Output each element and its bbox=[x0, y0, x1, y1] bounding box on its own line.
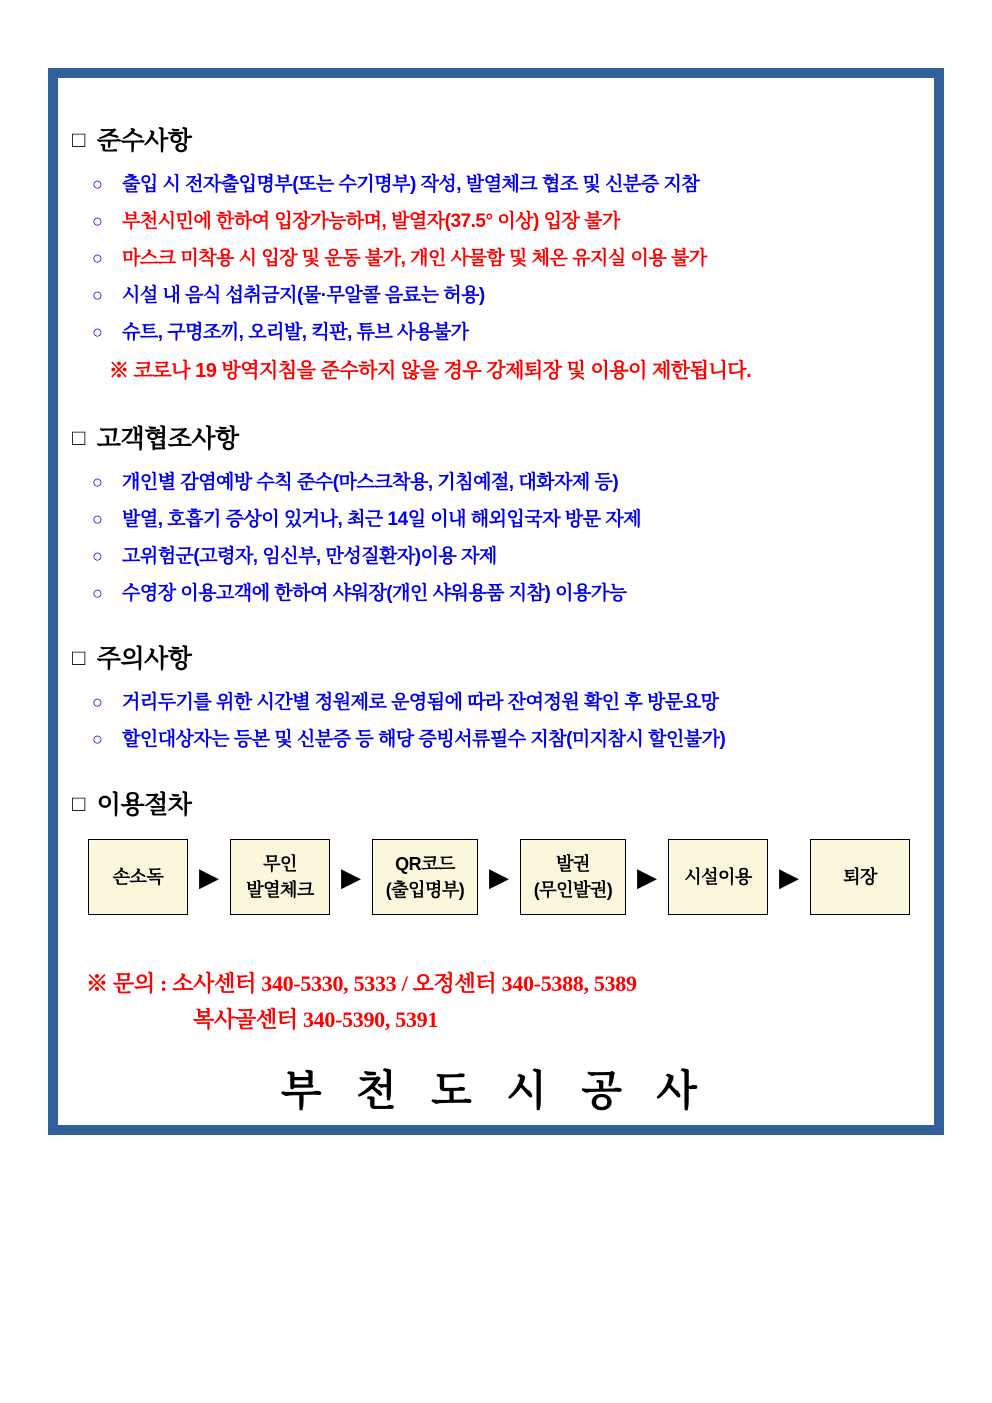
bullet-text: 시설 내 음식 섭취금지(물·무알콜 음료는 허용) bbox=[122, 285, 485, 306]
bullet-item bbox=[72, 721, 918, 758]
arrow-right-icon: ▶ bbox=[779, 862, 799, 892]
procedure-flowchart bbox=[72, 832, 918, 922]
circle-bullet-icon: ○ bbox=[92, 211, 103, 231]
flow-step-temp-check bbox=[230, 839, 330, 915]
section-heading-procedure bbox=[72, 788, 918, 822]
flow-step-label: 손소독 bbox=[112, 867, 164, 887]
flow-step-label: (출입명부) bbox=[385, 880, 465, 900]
circle-bullet-icon: ○ bbox=[92, 322, 103, 342]
flow-step-label: 시설이용 bbox=[684, 867, 752, 887]
bullet-list bbox=[72, 684, 918, 758]
bullet-text: 거리두기를 위한 시간별 정원제로 운영됨에 따라 잔여정원 확인 후 방문요망 bbox=[122, 692, 719, 713]
bullet-text: 출입 시 전자출입명부(또는 수기명부) 작성, 발열체크 협조 및 신분증 지참 bbox=[122, 174, 700, 195]
square-bullet-icon: □ bbox=[72, 791, 85, 816]
section-cooperation bbox=[72, 422, 918, 612]
circle-bullet-icon: ○ bbox=[92, 509, 103, 529]
bullet-text: 고위험군(고령자, 임신부, 만성질환자)이용 자제 bbox=[122, 546, 497, 567]
circle-bullet-icon: ○ bbox=[92, 729, 103, 749]
warning-note: ※ 코로나 19 방역지침을 준수하지 않을 경우 강제퇴장 및 이용이 제한됩니다. bbox=[109, 360, 752, 382]
circle-bullet-icon: ○ bbox=[92, 546, 103, 566]
square-bullet-icon: □ bbox=[72, 127, 85, 152]
square-bullet-icon: □ bbox=[72, 645, 85, 670]
flow-step-label: 발권 bbox=[556, 854, 590, 874]
bullet-item bbox=[72, 277, 918, 314]
section-heading-compliance bbox=[72, 124, 918, 158]
bullet-text: 발열, 호흡기 증상이 있거나, 최근 14일 이내 해외입국자 방문 자제 bbox=[122, 509, 642, 530]
flow-step-label: 발열체크 bbox=[246, 880, 314, 900]
bullet-list bbox=[72, 464, 918, 612]
section-caution bbox=[72, 642, 918, 758]
contact-info bbox=[72, 966, 918, 1038]
flow-step-label: 퇴장 bbox=[843, 867, 877, 887]
arrow-right-icon: ▶ bbox=[341, 862, 361, 892]
section-procedure bbox=[72, 788, 918, 922]
bullet-text: 마스크 미착용 시 입장 및 운동 불가, 개인 사물함 및 체온 유지실 이용 불가 bbox=[122, 248, 707, 269]
bullet-item bbox=[72, 575, 918, 612]
bullet-item bbox=[72, 314, 918, 351]
flow-step-hand-sanitize bbox=[88, 839, 188, 915]
heading-text: 고객협조사항 bbox=[96, 425, 239, 453]
heading-text: 이용절차 bbox=[96, 791, 192, 819]
bullet-text: 할인대상자는 등본 및 신분증 등 해당 증빙서류필수 지참(미지참시 할인불가) bbox=[122, 729, 726, 750]
bullet-list bbox=[72, 166, 918, 351]
arrow-right-icon: ▶ bbox=[637, 862, 657, 892]
bullet-item bbox=[72, 166, 918, 203]
section-heading-caution bbox=[72, 642, 918, 676]
heading-text: 주의사항 bbox=[96, 645, 192, 673]
circle-bullet-icon: ○ bbox=[92, 472, 103, 492]
arrow-right-icon: ▶ bbox=[199, 862, 219, 892]
circle-bullet-icon: ○ bbox=[92, 248, 103, 268]
square-bullet-icon: □ bbox=[72, 425, 85, 450]
flow-step-label: QR코드 bbox=[395, 854, 455, 874]
section-compliance bbox=[72, 124, 918, 390]
flow-step-exit bbox=[810, 839, 910, 915]
circle-bullet-icon: ○ bbox=[92, 174, 103, 194]
flow-step-ticketing bbox=[520, 839, 626, 915]
heading-text: 준수사항 bbox=[96, 127, 192, 155]
circle-bullet-icon: ○ bbox=[92, 692, 103, 712]
contact-line-2: 복사골센터 340-5390, 5391 bbox=[193, 1007, 439, 1032]
arrow-right-icon: ▶ bbox=[489, 862, 509, 892]
bullet-item bbox=[72, 464, 918, 501]
bullet-item bbox=[72, 501, 918, 538]
circle-bullet-icon: ○ bbox=[92, 583, 103, 603]
flow-step-label: (무인발권) bbox=[533, 880, 613, 900]
contact-line-1: ※ 문의 : 소사센터 340-5330, 5333 / 오정센터 340-5388, 5389 bbox=[86, 971, 637, 996]
bullet-item bbox=[72, 684, 918, 721]
bullet-item bbox=[72, 240, 918, 277]
bullet-text: 부천시민에 한하여 입장가능하며, 발열자(37.5° 이상) 입장 불가 bbox=[122, 211, 620, 232]
notice-frame bbox=[48, 68, 944, 1135]
organization-title: 부 천 도 시 공 사 bbox=[281, 1069, 709, 1115]
bullet-item bbox=[72, 538, 918, 575]
flow-step-qr-code bbox=[372, 839, 478, 915]
bullet-text: 슈트, 구명조끼, 오리발, 킥판, 튜브 사용불가 bbox=[122, 322, 469, 343]
circle-bullet-icon: ○ bbox=[92, 285, 103, 305]
bullet-item bbox=[72, 203, 918, 240]
bullet-text: 수영장 이용고객에 한하여 샤워장(개인 샤워용품 지참) 이용가능 bbox=[122, 583, 627, 604]
bullet-text: 개인별 감염예방 수칙 준수(마스크착용, 기침예절, 대화자제 등) bbox=[122, 472, 619, 493]
section-heading-cooperation bbox=[72, 422, 918, 456]
flow-step-label: 무인 bbox=[263, 854, 297, 874]
flow-step-facility-use bbox=[668, 839, 768, 915]
